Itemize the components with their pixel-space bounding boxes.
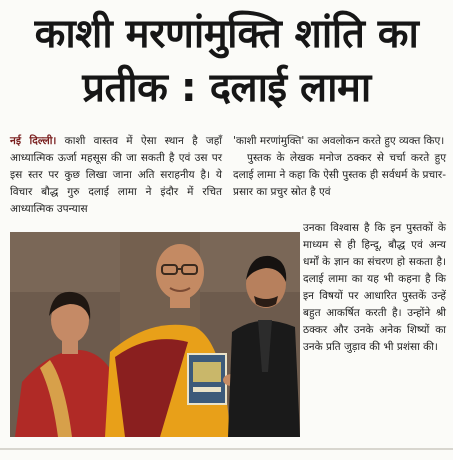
article-paragraph-belief: उनका विश्वास है कि इन पुस्तकों के माध्यम से ही हिन्दू, बौद्ध एवं अन्य धर्मों के ज्ञान का संचरण हो सकता है। दलाई लामा का यह भी कहना है कि इन विषयों पर आधारित पुस्तकें उन्हें बहुत आकर्षित करती है। उन्होंने श्री ठक्कर और उनके अनेक शिष्यों का उनके प्रति जुड़ाव की भी प्रशंसा की। (303, 222, 446, 353)
article-paragraph-continued: 'काशी मरणांमुक्ति' का अवलोकन करते हुए व्यक्त किए। (233, 135, 445, 147)
article-intro-text: काशी वास्तव में ऐसा स्थान है जहाँ आध्यात्मिक ऊर्जा महसूस की जा सकती है एवं उस पर इस स्तर पर कुछ लिखा जाना अति सराहनीय है। ये विचार बौद्ध गुरु दलाई लामा ने इंदौर में रचित आध्यात्मिक उपन्यास (10, 135, 222, 215)
article-column-left (10, 133, 222, 218)
bottom-rule (0, 448, 453, 450)
headline-line-1: काशी मरणांमुक्ति शांति का (34, 11, 419, 57)
article-paragraph-intro (10, 133, 222, 218)
article-paragraph-author: पुस्तक के लेखक मनोज ठक्कर से चर्चा करते हुए दलाई लामा ने कहा कि ऐसी पुस्तक ही सर्वधर्म के प्रचार-प्रसार का प्रचुर स्रोत है एवं (233, 152, 446, 198)
article-column-narrow (303, 220, 446, 356)
news-photo-dalai-lama-with-author (10, 232, 300, 437)
dateline: नई दिल्ली। (10, 135, 57, 147)
article-column-right (233, 133, 446, 201)
headline-line-2: प्रतीक : दलाई लामा (82, 65, 371, 111)
